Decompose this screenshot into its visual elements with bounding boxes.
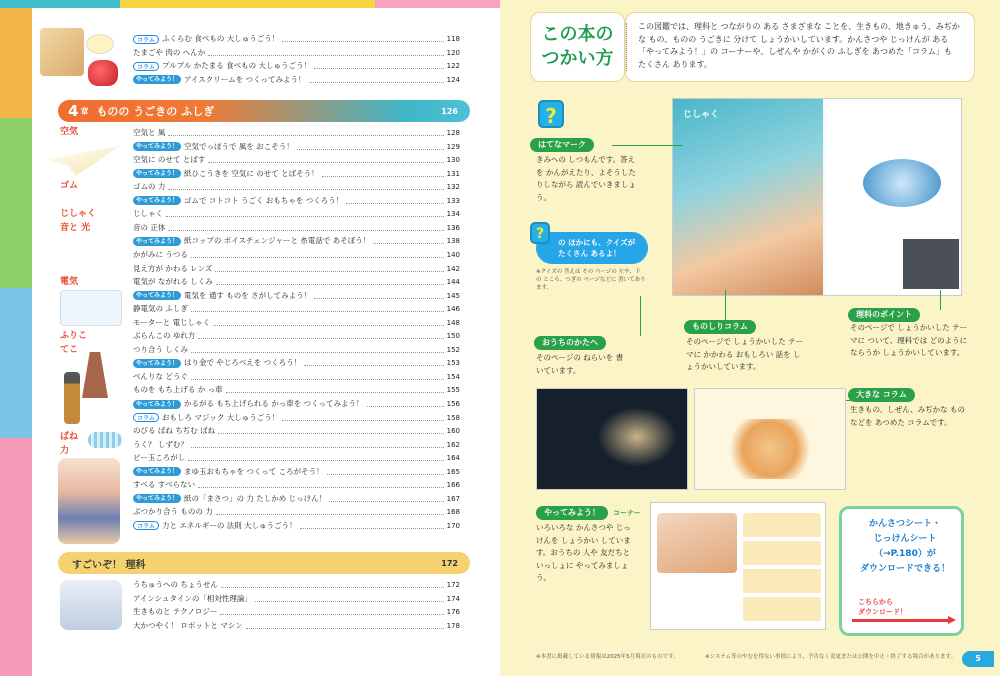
ouchi-desc: そのページの ねらいを 書いています。 (536, 353, 624, 375)
toc-row[interactable] (133, 249, 460, 261)
toc-title: ぶらんこの ゆれ方 (133, 331, 196, 341)
toc-page: 155 (446, 386, 460, 395)
sample-left-photo (673, 99, 823, 296)
connector-hatena (612, 145, 682, 146)
toc-badge: やってみよう！ (133, 400, 181, 409)
toc-leader (300, 523, 444, 529)
toc-leader (226, 387, 444, 393)
toc-page: 133 (446, 196, 460, 205)
toc-page: 150 (446, 332, 460, 341)
toc-page: 132 (446, 183, 460, 192)
toc-title: 紙の「まさつ」の 力 たしかめ じっけん！ (184, 493, 327, 503)
sample-page-food (694, 388, 846, 490)
toc-badge: やってみよう！ (133, 467, 181, 476)
toc-page: 168 (446, 508, 460, 517)
toc-title: 静電気の ふしぎ (133, 304, 188, 314)
download-line4: ダウンロードできる！ (859, 564, 950, 574)
toc-leader (168, 225, 443, 231)
toc-badge: コラム (133, 413, 159, 422)
toc-title: まゆ玉おもちゃを つくって ころがそう！ (184, 466, 324, 476)
toc-leader (191, 306, 444, 312)
toc-leader (367, 401, 444, 407)
toc-row[interactable] (133, 330, 460, 342)
toc-row[interactable] (133, 452, 460, 464)
toc-page: 164 (446, 454, 460, 463)
jelly-illustration (88, 60, 118, 86)
toc-title: モーターと 電じしゃく (133, 317, 211, 327)
toc-title: すべる すべらない (133, 480, 196, 490)
toc-leader (221, 582, 444, 588)
toc-leader (218, 428, 443, 434)
toc-row[interactable] (133, 384, 460, 396)
intro-divider (626, 23, 627, 71)
toc-page: 144 (446, 278, 460, 287)
toc-badge: やってみよう！ (133, 75, 181, 84)
hatena-desc: きみへの しつもんです。答えを かんがえたり、よそうしたりしながら 読んでいきましょう。 (536, 155, 636, 202)
toc-leader (168, 130, 443, 136)
toc-row[interactable] (133, 154, 460, 166)
toc-row[interactable] (133, 33, 460, 45)
toc-title: 紙コップの ボイスチェンジャーと 糸電話で あそぼう！ (184, 236, 371, 246)
toc-leader (304, 360, 443, 366)
toc-badge: コラム (133, 521, 159, 530)
toc-leader (191, 252, 444, 258)
monoshiri-tag: ものしりコラム (684, 320, 756, 334)
intro-box (625, 12, 975, 82)
toc-page: 130 (446, 156, 460, 165)
toc-row[interactable] (133, 520, 460, 532)
download-sub2: ダウンロード！ (858, 608, 907, 616)
download-arrow-icon (852, 619, 952, 622)
kids-pushing-illustration (58, 458, 120, 544)
toc-leader (208, 157, 443, 163)
toc-page: 153 (446, 359, 460, 368)
toc-page: 122 (446, 62, 460, 71)
toc-page: 165 (446, 467, 460, 476)
point-desc: そのページで しょうかいした テーマに ついて、理科では どのように ならうか しょうかいしています。 (850, 323, 968, 357)
toc-page: 129 (446, 142, 460, 151)
toc-title: ものを もち上げる か っ車 (133, 385, 223, 395)
toc-leader (208, 50, 443, 56)
connector-monoshiri (725, 290, 726, 320)
toc-row[interactable] (133, 208, 460, 220)
toc-title: 空気でっぽうで 風を おこそう！ (184, 141, 294, 151)
toc-page: 170 (446, 521, 460, 530)
robot-illustration (60, 580, 122, 630)
download-line2: じっけんシート (873, 534, 937, 544)
toc-title: かるがる もち上げられる かっ車を つくってみよう！ (184, 399, 364, 408)
toc-badge: やってみよう！ (133, 237, 181, 246)
toc-leader (220, 609, 443, 615)
toc-row[interactable] (133, 141, 460, 153)
toc-row[interactable] (133, 60, 460, 72)
toc-badge: やってみよう！ (133, 494, 181, 503)
toc-leader (255, 596, 444, 602)
toc-leader (198, 333, 443, 339)
category-label: 空気 (60, 127, 79, 137)
toc-row[interactable] (133, 181, 460, 193)
download-box[interactable] (839, 506, 964, 636)
big-column-tag: 大きな コラム (848, 388, 915, 402)
toc-page: 146 (446, 305, 460, 314)
toc-row[interactable] (133, 412, 460, 424)
toc-page: 120 (446, 48, 460, 57)
sample-experiment-photo (657, 513, 737, 573)
toc-leader (322, 171, 444, 177)
toc-title: 見え方が かわる レンズ (133, 263, 213, 273)
toc-page: 128 (446, 129, 460, 137)
toc-title: のびる ばね ちぢむ ばね (133, 426, 216, 436)
toc-leader (216, 509, 444, 515)
toc-page: 142 (446, 264, 460, 273)
toc-leader (191, 442, 444, 448)
toc-title: うちゅうへの ちょうせん (133, 580, 218, 589)
category-label: 電気 (60, 277, 79, 287)
toc-badge: やってみよう！ (133, 359, 181, 368)
download-sub[interactable] (858, 597, 907, 617)
toc-title: ビー玉ころがし (133, 453, 186, 463)
toc-row[interactable] (133, 371, 460, 383)
toc-page: 172 (446, 581, 460, 589)
toc-title: 生きものと テクノロジー (133, 607, 218, 616)
toc-page: 156 (446, 400, 460, 408)
bread-illustration (40, 28, 84, 76)
toc-title: かがみに うつる (133, 249, 188, 259)
spring-illustration (88, 432, 122, 448)
toc-title: たまごや 肉の へんか (133, 47, 206, 57)
download-text (850, 517, 960, 577)
toc-page: 174 (446, 594, 460, 603)
download-line1: かんさつシート・ (868, 519, 941, 529)
toc-leader (188, 455, 443, 461)
category-label: ふりこ (60, 331, 88, 341)
toc-page: 154 (446, 372, 460, 381)
toc-leader (282, 415, 443, 421)
toc-title: ゴムで コトコト うごく おもちゃを つくろう！ (184, 195, 344, 205)
category-label: てこ (60, 345, 79, 355)
toc-page: 124 (446, 75, 460, 84)
toc-page: 178 (446, 621, 460, 630)
sample-label: じしゃく (683, 110, 720, 120)
sugoi-title: すごいぞ！ 理科 (72, 559, 146, 571)
category-label: ばね (60, 432, 79, 442)
toc-title: プルプル かたまる 食べもの 大しゅうごう！ (161, 61, 312, 71)
toc-row[interactable] (133, 74, 460, 86)
toc-leader (213, 320, 444, 326)
sample-page-experiment (650, 502, 826, 630)
toc-row[interactable] (133, 276, 460, 288)
toc-page: 152 (446, 345, 460, 354)
toc-leader (191, 347, 444, 353)
toc-leader (191, 374, 444, 380)
toc-row[interactable] (133, 398, 460, 410)
toc-page: 118 (446, 35, 460, 43)
chapter-4-bar[interactable] (58, 100, 470, 122)
footnote-right: ※システム等のやむを得ない事情により、予告なく変更または公開を中止・終了する場合があります。 (705, 654, 957, 660)
toc-title: 空気と 風 (133, 128, 166, 137)
toc-page: 148 (446, 318, 460, 327)
sample-page-magnet (672, 98, 962, 296)
toc-badge: やってみよう！ (133, 196, 181, 205)
small-question-icon: ? (530, 222, 550, 244)
toc-leader (327, 469, 444, 475)
toc-row[interactable] (133, 425, 460, 437)
toc-title: ふくらむ 食べもの 大しゅうごう！ (161, 34, 280, 43)
toc-title: 紙ひこうきを 空気に のせて とばそう！ (184, 168, 319, 178)
category-label: じしゃく (60, 209, 97, 219)
point-tag: 理科のポイント (848, 308, 920, 322)
howto-title-box (530, 12, 625, 82)
toc-row[interactable] (133, 357, 460, 369)
chapter-title: ものの うごきの ふしぎ (96, 105, 215, 118)
sample-magnet-photo (903, 239, 959, 289)
toc-leader (216, 279, 444, 285)
toc-row[interactable] (133, 317, 460, 329)
monoshiri-desc: そのページで しょうかいした テーマに かかわる おもしろい 話を しょうかいしています。 (686, 337, 804, 371)
download-line3: （→P.180）が (874, 549, 936, 559)
toc-leader (309, 77, 444, 83)
toc-page: 131 (446, 169, 460, 178)
footnote-left: ※本書に掲載している情報は2025年5月現在のものです。 (536, 654, 679, 660)
toc-title: はり金で やじろべえを つくろう！ (184, 358, 302, 368)
yattemiyou-suffix: コーナー (613, 509, 641, 517)
toc-badge: やってみよう！ (133, 291, 181, 300)
toc-row[interactable] (133, 344, 460, 356)
yattemiyou-desc: いろいろな かんさつや じっけんを しょうかい しています。おうちの 人や 友だちと いっしょに やってみましょう。 (536, 523, 631, 582)
toc-page: 140 (446, 250, 460, 259)
toc-leader (329, 496, 443, 502)
toc-row[interactable] (133, 466, 460, 478)
quiz-note: ※クイズの 答えは その ページの 左や、下の ところ、つぎの ページなどに 書いてあります。 (536, 269, 646, 291)
toc-row[interactable] (133, 593, 460, 605)
metronome-illustration (82, 352, 108, 398)
toc-page: 166 (446, 481, 460, 490)
quiz-bubble (536, 232, 648, 264)
toc-page: 158 (446, 413, 460, 422)
hammer-illustration (64, 372, 80, 424)
toc-page: 145 (446, 291, 460, 300)
toc-row[interactable] (133, 493, 460, 505)
toc-title: べんりな どうぐ (133, 371, 188, 381)
toc-title: 電気を 通す ものを さがしてみよう！ (184, 290, 312, 300)
toc-leader (198, 482, 444, 488)
yattemiyou-tag (536, 506, 608, 520)
toc-title: つり合う しくみ (133, 344, 188, 354)
big-column-desc: 生きもの、しぜん、みぢかな ものなどを あつめた コラムです。 (850, 405, 966, 427)
yattemiyou-tag-text: やってみよう！ (544, 508, 600, 517)
toc-row[interactable] (133, 620, 460, 632)
right-page (500, 0, 1000, 676)
toc-page: 160 (446, 427, 460, 436)
sample-experiment-steps (743, 513, 821, 623)
sample-bowl (863, 159, 941, 207)
page-number: 5 (962, 651, 994, 667)
toc-page: 134 (446, 210, 460, 219)
sample-dinosaur-skeleton (597, 407, 677, 467)
toc-page: 162 (446, 440, 460, 449)
chapter-page: 126 (441, 106, 458, 116)
toc-title: おもしろ マジック 大しゅうごう！ (161, 412, 280, 422)
toc-row[interactable] (133, 47, 460, 59)
toc-badge: やってみよう！ (133, 169, 181, 178)
connector-ouchi (640, 296, 641, 336)
download-sub1: こちらから (858, 598, 893, 606)
toc-title: アイスクリームを つくってみよう！ (184, 74, 306, 84)
intro-text: この図鑑では、理科と つながりの ある さまざまな ことを、生きもの、地きゅう、みぢかな もの、ものの うごきに 分けて しょうかいしています。かんさつや じっけんが ある「やってみよう！」の コーナーや、しぜんや かがくの ふしぎを あつめた「コラム」も たくさん あります。 (638, 22, 960, 69)
toc-title: 空気に のせて とばす (133, 155, 206, 165)
sugoi-page: 172 (441, 558, 458, 568)
toc-leader (373, 238, 443, 244)
toc-row[interactable] (133, 263, 460, 275)
toc-badge: コラム (133, 35, 159, 44)
sample-page-dinosaur (536, 388, 688, 490)
toc-badge: コラム (133, 62, 159, 71)
toc-leader (314, 293, 443, 299)
toc-row[interactable] (133, 290, 460, 302)
toc-title: ゴムの 力 (133, 182, 166, 192)
connector-big-column (846, 400, 852, 401)
toc-row[interactable] (133, 579, 460, 591)
toc-page: 176 (446, 608, 460, 616)
toc-leader (246, 623, 444, 629)
toc-leader (346, 198, 443, 204)
toc-title: 音の 正体 (133, 222, 166, 232)
toc-title: 電気が ながれる しくみ (133, 277, 213, 287)
toc-title: うく？ しずむ？ (133, 439, 188, 449)
category-label: ゴム (60, 181, 79, 191)
toc-row[interactable] (133, 606, 460, 618)
toc-page: 138 (446, 237, 460, 246)
toc-row[interactable] (133, 127, 460, 139)
toc-row[interactable] (133, 439, 460, 451)
toc-leader (282, 36, 443, 42)
ouchi-tag: おうちのかたへ (534, 336, 606, 350)
egg-illustration (86, 34, 114, 54)
howto-title-line2: つかい方 (541, 48, 614, 69)
toc-row[interactable] (133, 303, 460, 315)
toc-page: 136 (446, 223, 460, 232)
toc-row[interactable] (133, 168, 460, 180)
toc-title: ぶつかり合う ものの 力 (133, 507, 213, 517)
toc-row[interactable] (133, 195, 460, 207)
chapter-suffix: 章 (80, 106, 89, 116)
sugoi-rika-bar[interactable] (58, 552, 470, 574)
toc-title: 力と エネルギーの 法則 大しゅうごう！ (161, 520, 297, 530)
toc-row[interactable] (133, 222, 460, 234)
toc-title: アインシュタインの「相対性理論」 (133, 593, 252, 603)
category-label: 音と 光 (60, 223, 91, 233)
toc-page: 167 (446, 494, 460, 503)
category-label: 力 (60, 446, 70, 456)
paper-plane-illustration (46, 146, 120, 176)
connector-point (940, 290, 941, 310)
toc-row[interactable] (133, 506, 460, 518)
sample-food-photo (725, 419, 815, 479)
circuit-illustration (60, 290, 122, 326)
hatena-tag: はてなマーク (530, 138, 594, 152)
question-mark-icon: ? (538, 100, 564, 128)
toc-leader (297, 144, 444, 150)
toc-leader (215, 266, 443, 272)
toc-leader (166, 211, 444, 217)
quiz-bubble-text: の ほかにも、クイズが たくさん あるよ！ (558, 238, 636, 258)
toc-row[interactable] (133, 235, 460, 247)
chapter-number: 4 (68, 102, 79, 120)
toc-title: じしゃく (133, 209, 163, 219)
toc-leader (314, 63, 444, 69)
toc-title: 大かつやく！ ロボットと マシン (133, 620, 243, 630)
howto-title-line1: この本の (541, 24, 614, 45)
toc-badge: やってみよう！ (133, 142, 181, 151)
toc-row[interactable] (133, 479, 460, 491)
toc-leader (168, 184, 443, 190)
